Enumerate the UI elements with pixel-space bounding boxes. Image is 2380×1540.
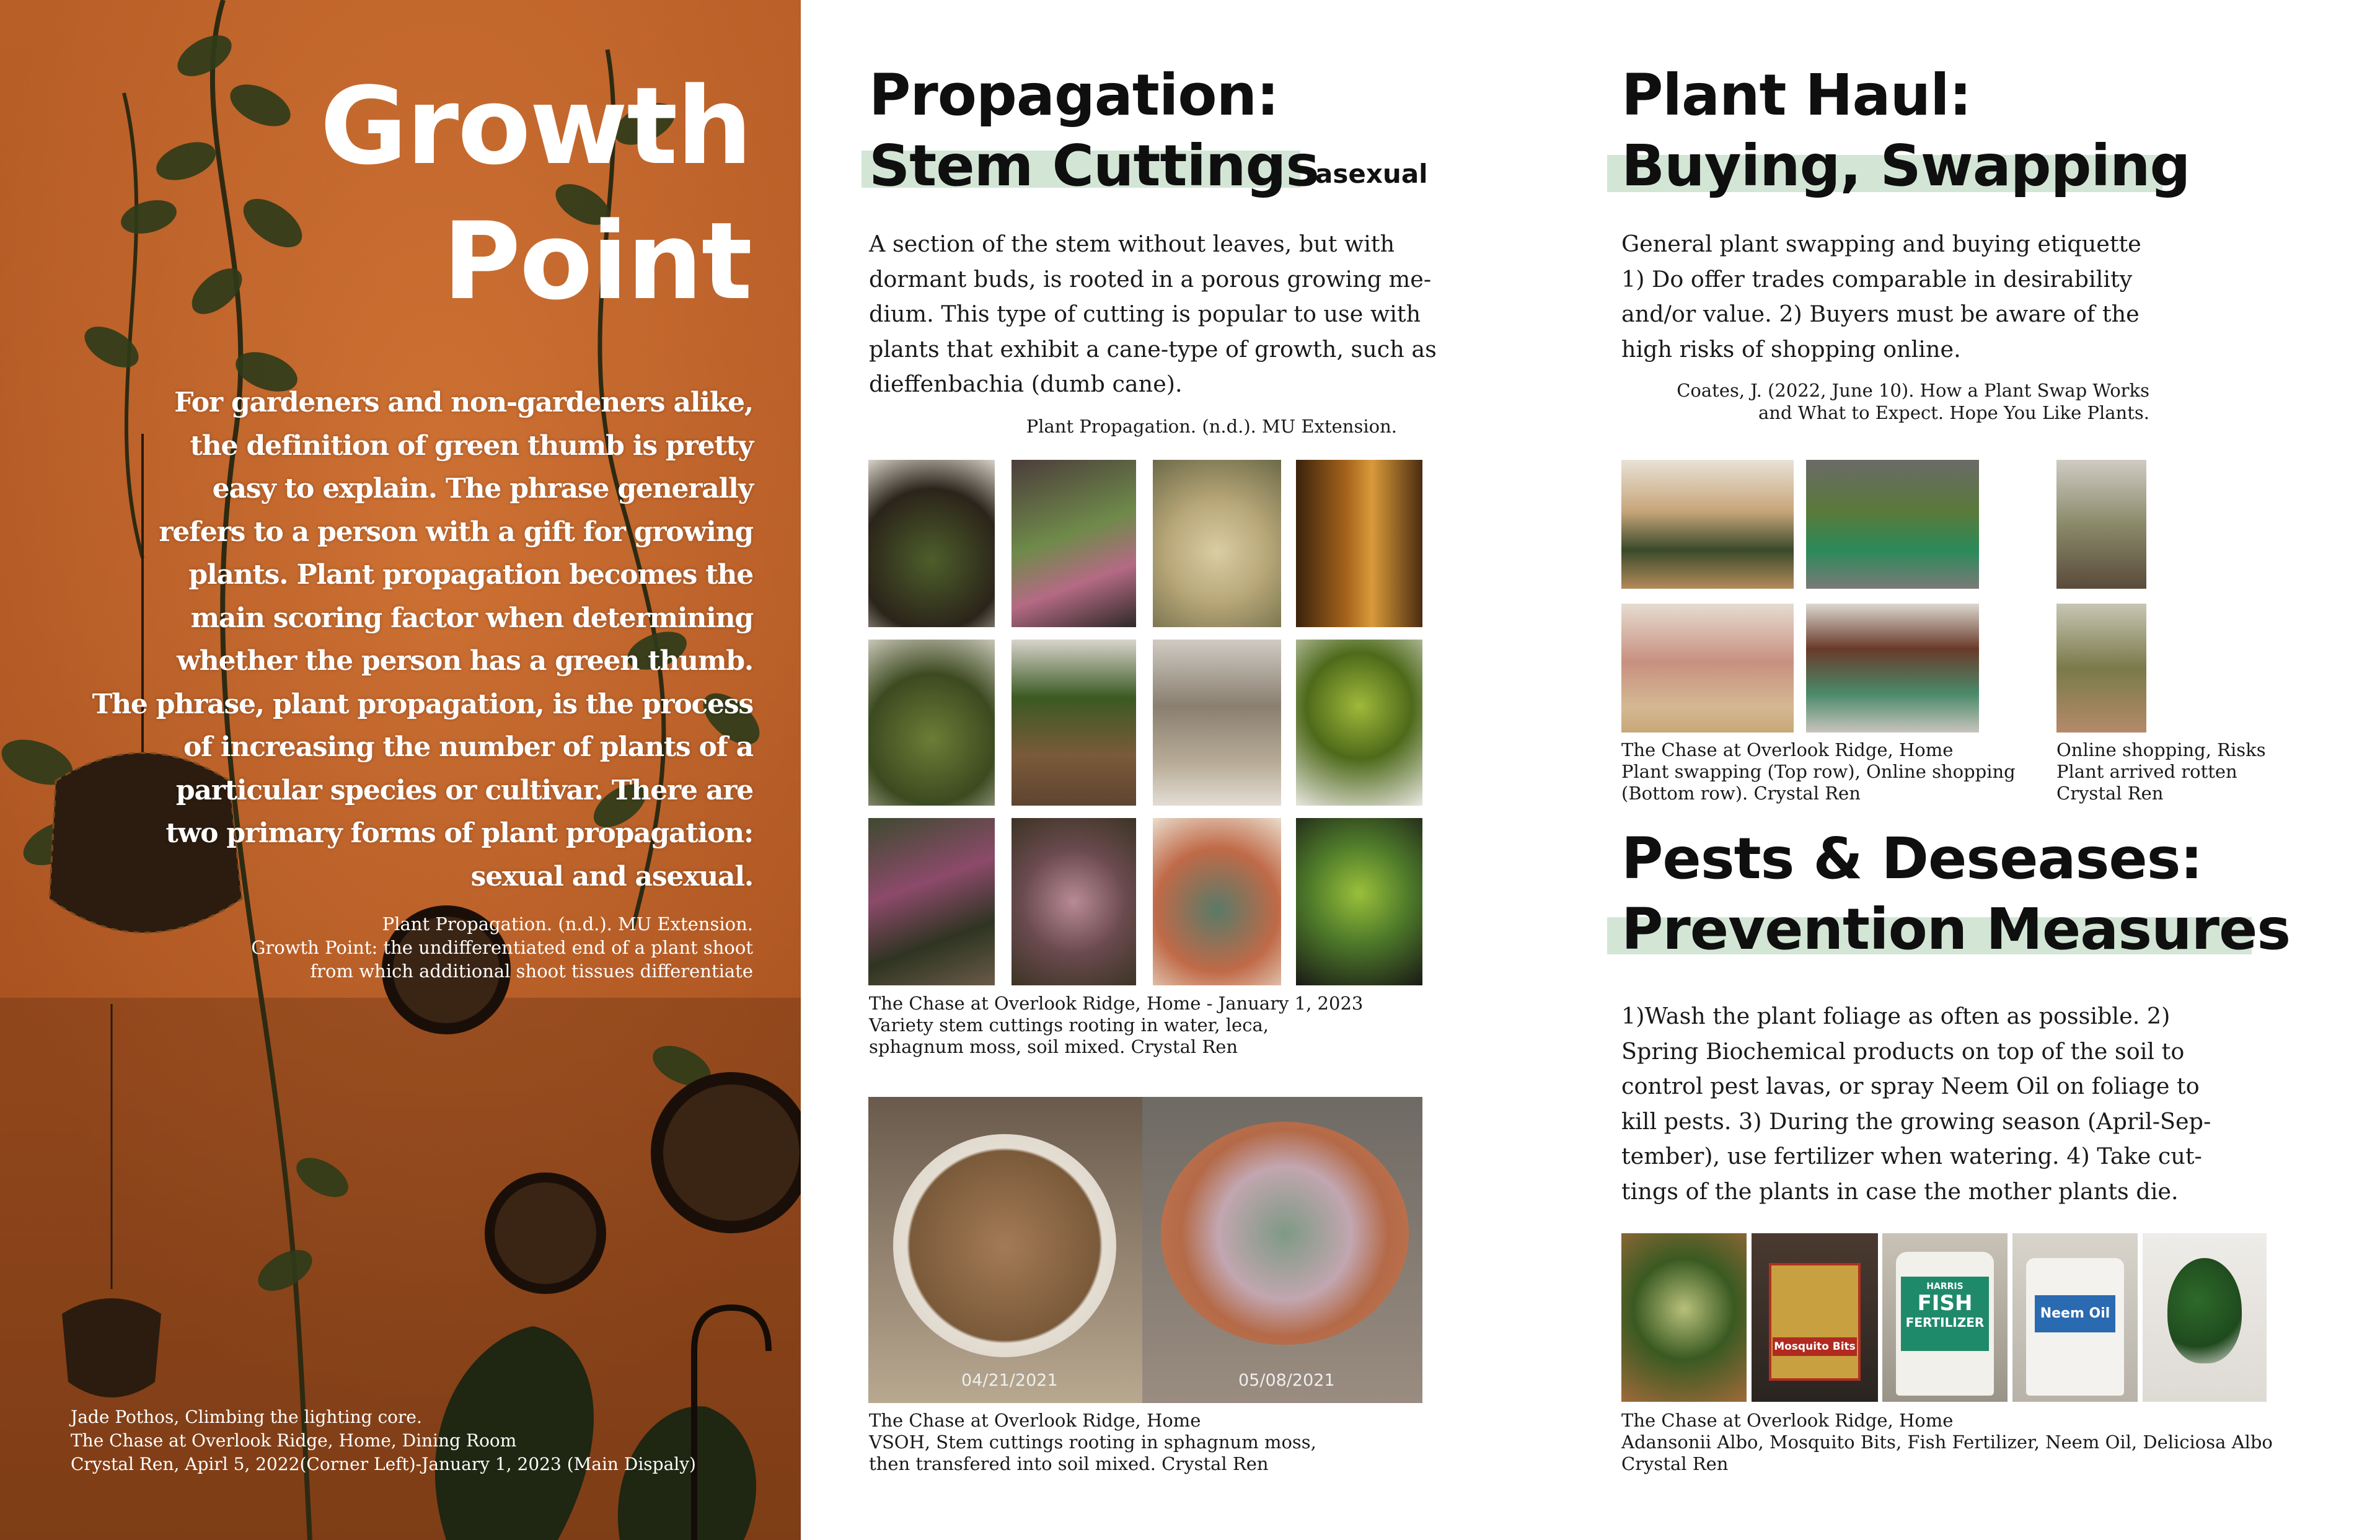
intro-paragraph [59, 381, 753, 898]
caption-line: Plant swapping (Top row), Online shopping [1621, 761, 2016, 782]
intro-line: For gardeners and non-gardeners alike, [174, 387, 753, 418]
haul-heading-line1: Plant Haul: [1621, 62, 1972, 128]
body-line: tings of the plants in case the mother plants die. [1621, 1177, 2179, 1205]
intro-line: refers to a person with a gift for growing [159, 516, 753, 548]
body-line: and/or value. 2) Buyers must be aware of the [1621, 301, 2140, 327]
caption-line: VSOH, Stem cuttings rooting in sphagnum moss, [869, 1432, 1316, 1453]
photo-deliciosa-albo [2143, 1233, 2267, 1402]
pests-heading-line1: Pests & Deseases: [1621, 825, 2203, 892]
photo-root-mass [1153, 640, 1281, 806]
stem-cuttings-caption [869, 993, 1363, 1058]
photo-unboxing [1621, 604, 1794, 733]
cite-line: Coates, J. (2022, June 10). How a Plant Swap Works [1677, 380, 2149, 401]
photo-shipping-box [1806, 604, 1979, 733]
caption-line: The Chase at Overlook Ridge, Home [1621, 739, 1954, 760]
caption-line: Online shopping, Risks [2056, 739, 2266, 760]
caption-line: sphagnum moss, soil mixed. Crystal Ren [869, 1036, 1238, 1057]
photo-rotten-plant-top [2056, 460, 2146, 589]
body-line: tember), use fertilizer when watering. 4) Take cut- [1621, 1143, 2202, 1169]
photo-terrarium [868, 640, 995, 806]
photo-swap-plants [1806, 460, 1979, 589]
title-line-growth: Growth [320, 64, 751, 188]
caption-line: The Chase at Overlook Ridge, Home, Dining Room [71, 1430, 517, 1451]
caption-line: Crystal Ren [2056, 783, 2164, 804]
caption-line: Jade Pothos, Climbing the lighting core. [71, 1407, 422, 1427]
intro-line: the definition of green thumb is pretty [190, 429, 753, 462]
haul-citation [1677, 379, 2149, 424]
definition-citation [251, 912, 753, 983]
propagation-citation [1026, 415, 1397, 438]
mosquito-bits-label: Mosquito Bits [1773, 1337, 1857, 1356]
body-line: plants that exhibit a cane-type of growth, such as [869, 335, 1437, 363]
page-title [320, 59, 751, 329]
propagation-heading-line2: Stem Cuttings [869, 133, 1320, 199]
photo-spider-plant [1296, 818, 1422, 985]
photo-leca-jar [1011, 640, 1136, 806]
haul-caption-left [1621, 739, 2016, 804]
cite-line: Growth Point: the undifferentiated end of a plant shoot [251, 937, 753, 958]
intro-line: particular species or cultivar. There are [175, 774, 753, 806]
photo-rotten-plant-hand [2056, 604, 2146, 733]
photo-cutting-soil [868, 460, 995, 627]
title-line-point: Point [443, 199, 751, 323]
pests-caption [1621, 1410, 2273, 1475]
body-line: Spring Biochemical products on top of the soil to [1621, 1037, 2185, 1065]
body-line: kill pests. 3) During the growing season (April-Sep- [1621, 1107, 2211, 1135]
caption-line: The Chase at Overlook Ridge, Home [1621, 1410, 1954, 1431]
photo-vsoh-tub [868, 1097, 1142, 1403]
intro-line: plants. Plant propagation becomes the [188, 559, 753, 591]
cite-line: Plant Propagation. (n.d.). MU Extension. [1026, 416, 1397, 437]
body-line: A section of the stem without leaves, but with [869, 231, 1395, 257]
body-line: 1)Wash the plant foliage as often as possible. 2) [1621, 1003, 2171, 1029]
photo-moss-cuttings [1011, 818, 1136, 985]
photo-adansonii-albo [1621, 1233, 1747, 1402]
cite-line: and What to Expect. Hope You Like Plants. [1758, 402, 2149, 423]
fertilizer-label: FERTILIZER [1905, 1315, 1985, 1330]
cite-line: Plant Propagation. (n.d.). MU Extension. [382, 913, 753, 935]
caption-line: (Bottom row). Crystal Ren [1621, 783, 1861, 804]
photo-vsoh-pot [1142, 1097, 1422, 1403]
body-line: dieffenbachia (dumb cane). [869, 371, 1183, 397]
date-stamp-right: 05/08/2021 [1238, 1371, 1335, 1390]
photo-amber-jar [1296, 460, 1422, 627]
cover-photo-caption [71, 1406, 696, 1476]
haul-caption-right [2056, 739, 2266, 804]
caption-line: The Chase at Overlook Ridge, Home - January 1, 2023 [869, 993, 1364, 1014]
caption-line: Crystal Ren [1621, 1453, 1729, 1474]
intro-line: easy to explain. The phrase generally [212, 473, 753, 504]
pests-heading-line2: Prevention Measures [1621, 896, 2291, 962]
vsoh-caption [869, 1410, 1316, 1475]
photo-fish-fertilizer [1882, 1233, 2008, 1402]
caption-line: Variety stem cuttings rooting in water, leca, [869, 1014, 1269, 1036]
photo-pink-stems [868, 818, 995, 985]
photo-cutting-pot [1011, 460, 1136, 627]
cite-line: from which additional shoot tissues differentiate [310, 961, 753, 982]
fish-label: FISH [1917, 1291, 1973, 1316]
caption-line: Plant arrived rotten [2056, 761, 2237, 782]
asexual-tag: asexual [1315, 159, 1428, 189]
photo-swap-box [1621, 460, 1794, 589]
haul-heading-line2: Buying, Swapping [1621, 133, 2190, 199]
intro-line: of increasing the number of plants of a [183, 731, 753, 763]
haul-body [1621, 227, 2141, 367]
propagation-body [869, 227, 1437, 402]
body-line: dium. This type of cutting is popular to use with [869, 301, 1421, 327]
intro-line: two primary forms of plant propagation: [165, 817, 753, 849]
photo-terracotta-pot [1153, 818, 1281, 985]
date-stamp-left: 04/21/2021 [961, 1371, 1058, 1390]
photo-pothos-glass [1296, 640, 1422, 806]
caption-line: The Chase at Overlook Ridge, Home [869, 1410, 1201, 1431]
pests-body [1621, 999, 2211, 1209]
body-line: control pest lavas, or spray Neem Oil on foliage to [1621, 1073, 2200, 1099]
fish-brand-label: HARRIS [1926, 1282, 1963, 1291]
caption-line: Crystal Ren, Apirl 5, 2022(Corner Left)-January 1, 2023 (Main Dispaly) [71, 1454, 696, 1474]
caption-line: then transfered into soil mixed. Crystal Ren [869, 1453, 1269, 1474]
cover-panel [0, 0, 801, 1540]
body-line: high risks of shopping online. [1621, 335, 1961, 363]
photo-mosquito-bits [1752, 1233, 1878, 1402]
neem-oil-label: Neem Oil [2035, 1295, 2115, 1332]
body-line: General plant swapping and buying etiquette [1621, 231, 2141, 257]
intro-line: whether the person has a green thumb. [177, 645, 753, 677]
propagation-heading-line1: Propagation: [869, 62, 1279, 128]
body-line: dormant buds, is rooted in a porous growing me- [869, 265, 1432, 293]
body-line: 1) Do offer trades comparable in desirability [1621, 265, 2133, 293]
caption-line: Adansonii Albo, Mosquito Bits, Fish Fertilizer, Neem Oil, Deliciosa Albo [1621, 1432, 2273, 1453]
photo-neem-oil [2012, 1233, 2138, 1402]
intro-line: main scoring factor when determining [190, 602, 753, 634]
intro-line: sexual and asexual. [470, 860, 753, 892]
photo-roots-water [1153, 460, 1281, 627]
intro-line: The phrase, plant propagation, is the process [92, 688, 753, 720]
